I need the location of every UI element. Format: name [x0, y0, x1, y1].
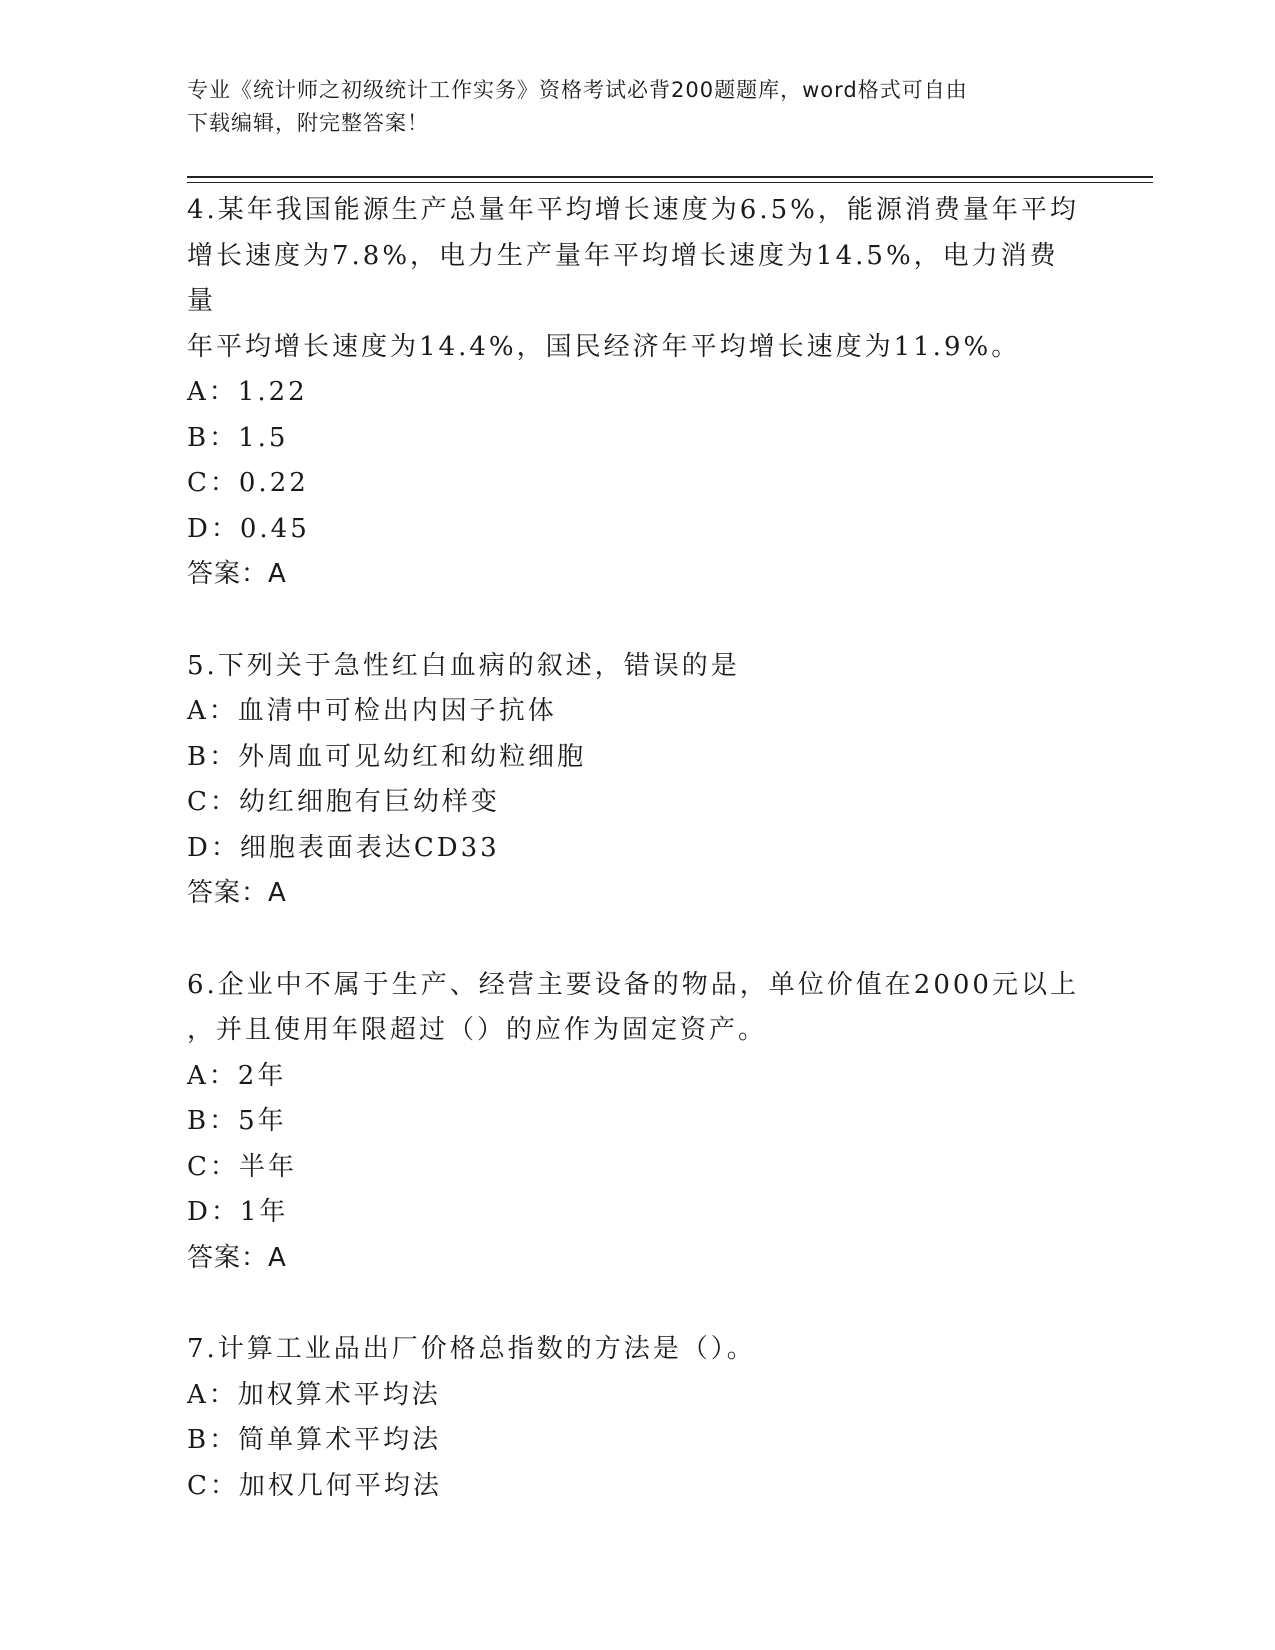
- question-6: [187, 963, 1087, 1282]
- header-line-1: 专业《统计师之初级统计工作实务》资格考试必背200题题库，word格式可自由: [187, 78, 968, 102]
- question-stem-line: 5.下列关于急性红白血病的叙述，错误的是: [187, 650, 740, 681]
- option-c: C：0.22: [187, 468, 309, 498]
- option-d: D：1年: [187, 1197, 289, 1227]
- option-a: A：血清中可检出内因子抗体: [187, 696, 557, 726]
- option-d: D：0.45: [187, 513, 310, 544]
- answer-label: 答案：A: [187, 878, 287, 908]
- option-c: C：半年: [187, 1151, 297, 1182]
- question-list: [187, 188, 1087, 1555]
- question-stem-line: 6.企业中不属于生产、经营主要设备的物品，单位价值在2000元以上: [187, 969, 1079, 1000]
- option-d: D：细胞表面表达CD33: [187, 832, 500, 863]
- question-7: [187, 1327, 1087, 1509]
- question-5: [187, 644, 1087, 917]
- document-header: [187, 74, 1067, 140]
- question-stem-line: 年平均增长速度为14.4%，国民经济年平均增长速度为11.9%。: [187, 331, 1021, 362]
- option-b: B：1.5: [187, 422, 289, 453]
- header-divider-thin: [187, 182, 1153, 183]
- option-a: A：2年: [187, 1060, 287, 1091]
- option-b: B：简单算术平均法: [187, 1425, 442, 1455]
- option-a: A：1.22: [187, 377, 308, 407]
- option-b: B：外周血可见幼红和幼粒细胞: [187, 741, 587, 772]
- option-b: B：5年: [187, 1106, 287, 1136]
- option-c: C：加权几何平均法: [187, 1470, 442, 1501]
- header-line-2: 下载编辑，附完整答案！: [187, 111, 429, 135]
- question-stem-line: 7.计算工业品出厂价格总指数的方法是（）。: [187, 1334, 756, 1364]
- header-divider-thick: [187, 176, 1153, 178]
- question-stem-line: 4.某年我国能源生产总量年平均增长速度为6.5%，能源消费量年平均: [187, 195, 1079, 225]
- answer-label: 答案：A: [187, 1242, 287, 1273]
- option-a: A：加权算术平均法: [187, 1379, 441, 1410]
- question-4: [187, 188, 1087, 598]
- question-stem-line: 增长速度为7.8%，电力生产量年平均增长速度为14.5%，电力消费量: [187, 240, 1059, 316]
- answer-label: 答案：A: [187, 559, 287, 589]
- option-c: C：幼红细胞有巨幼样变: [187, 787, 500, 817]
- question-stem-line: ，并且使用年限超过（）的应作为固定资产。: [187, 1015, 768, 1045]
